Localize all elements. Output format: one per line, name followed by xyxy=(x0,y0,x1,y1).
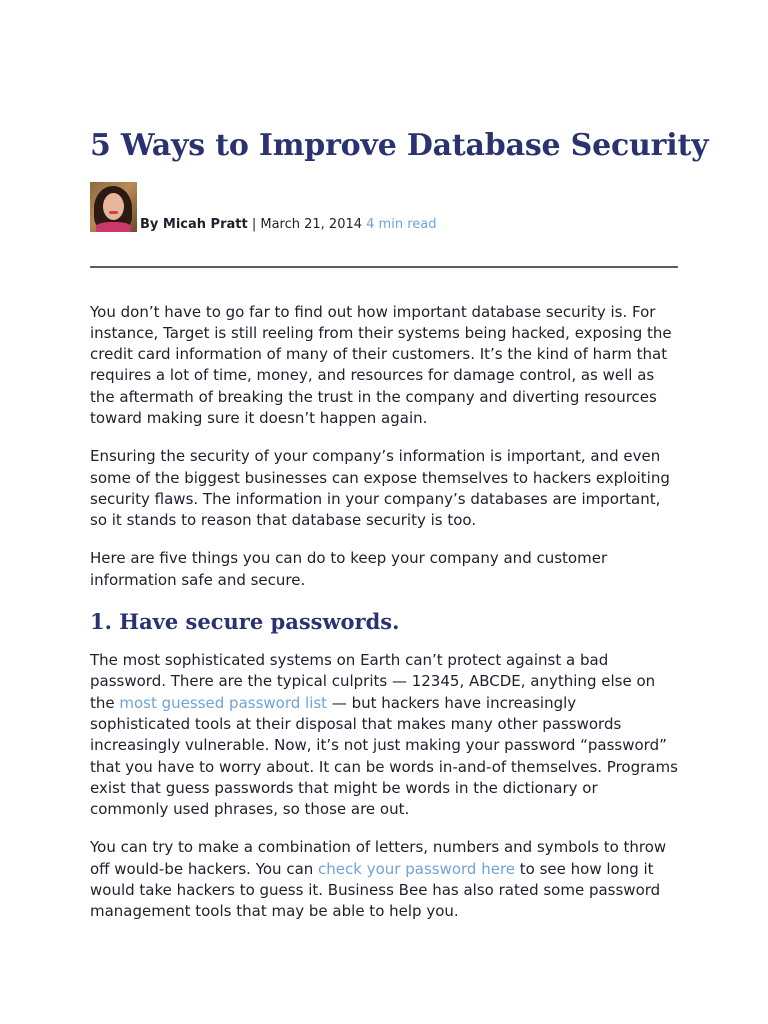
paragraph-intro: You don’t have to go far to find out how important database security is. For instance, Target is still reeling from their systems being hacked, exposing the credit card information of many of their customers. It’s the kind of harm that requires a lot of time, money, and resources for damage control, as well as the aftermath of breaking the trust in the company and diverting resources toward making sure it doesn’t happen again. xyxy=(90,302,672,427)
paragraph-five-things: Here are five things you can do to keep your company and customer information safe and secure. xyxy=(90,549,608,589)
paragraph-password-check xyxy=(90,837,678,922)
article-title: 5 Ways to Improve Database Security xyxy=(90,128,709,163)
divider xyxy=(90,266,678,268)
byline-meta xyxy=(140,216,436,234)
author-avatar xyxy=(90,182,137,232)
paragraph-importance: Ensuring the security of your company’s information is important, and even some of the biggest businesses can expose themselves to hackers exploiting security flaws. The information in your company’s databases are important, so it stands to reason that database security is too. xyxy=(90,447,670,530)
section-heading-passwords: 1. Have secure passwords. xyxy=(90,609,400,635)
author-name[interactable]: By Micah Pratt xyxy=(140,217,248,232)
byline-separator: | xyxy=(247,217,261,232)
text-segment: — but hackers have increasingly sophisticated tools at their disposal that makes many other passwords increasingly vulnerable. Now, it’s not just making your password “password” that you have to worry about. It can be words in-and-of themselves. Programs exist that guess passwords that might be words in the dictionary or commonly used phrases, so those are out. xyxy=(90,693,678,819)
check-password-link[interactable]: check your password here xyxy=(318,859,516,878)
byline xyxy=(90,182,678,232)
article-body xyxy=(90,302,678,923)
paragraph-passwords xyxy=(90,650,678,820)
read-time: 4 min read xyxy=(366,217,437,232)
most-guessed-password-list-link[interactable]: most guessed password list xyxy=(119,693,328,712)
publish-date: March 21, 2014 xyxy=(260,217,363,232)
text-segment: to see how long it would take hackers to guess it. Business Bee has also rated some password management tools that may be able to help you. xyxy=(90,859,661,921)
text-segment: You can try to make a combination of letters, numbers and symbols to throw off would-be hackers. You can xyxy=(90,838,667,878)
article xyxy=(90,126,709,940)
text-segment: The most sophisticated systems on Earth can’t protect against a bad password. There are the typical culprits — 12345, ABCDE, anything else on the xyxy=(90,651,656,712)
